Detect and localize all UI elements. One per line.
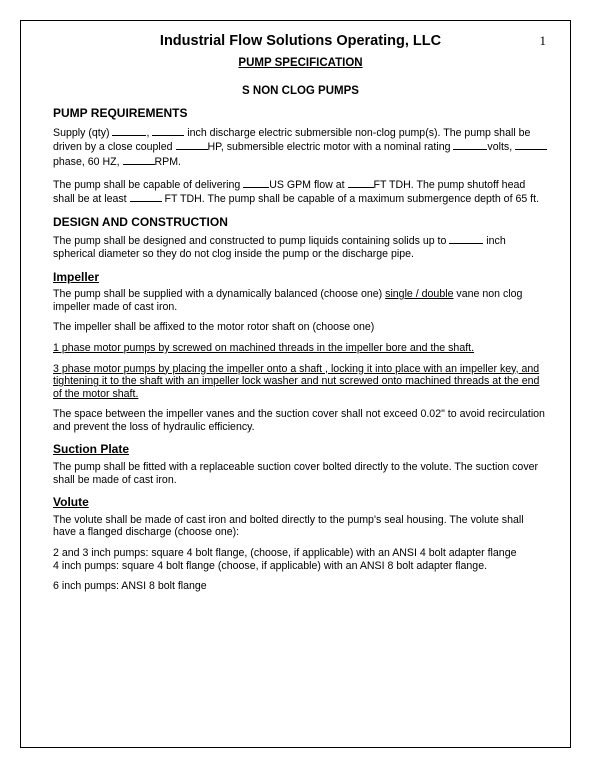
text: The pump shall be supplied with a dynamically balanced (choose one) [53, 288, 386, 301]
text: inch spherical diameter so they do not clog inside the pump or the discharge pipe. [53, 235, 506, 260]
text: volts, [487, 141, 516, 154]
text: The pump shall be capable of delivering [53, 178, 244, 191]
text: US GPM flow at [269, 178, 348, 191]
volute-paragraph-1: The volute shall be made of cast iron and bolted directly to the pump's seal housing. The volute shall have a flanged discharge (choose one): [53, 513, 524, 539]
text: phase, 60 HZ, [53, 155, 123, 168]
requirements-heading: PUMP REQUIREMENTS [53, 106, 188, 121]
document-body [53, 32, 548, 601]
volute-option-3: 6 inch pumps: ANSI 8 bolt flange [53, 580, 207, 593]
blank-rpm[interactable] [123, 154, 155, 165]
product-title: S NON CLOG PUMPS [242, 84, 359, 97]
text: inch discharge electric submersible non-clog pump(s). The pump shall be driven by a close coupled [53, 126, 531, 154]
design-heading: DESIGN AND CONSTRUCTION [53, 214, 228, 229]
suction-paragraph-1: The pump shall be fitted with a replaceable suction cover bolted directly to the volute. The suction cover shall be made of cast iron. [53, 461, 539, 486]
impeller-paragraph-2: The impeller shall be affixed to the motor rotor shaft on (choose one) [53, 321, 375, 334]
blank-shutoff[interactable] [130, 191, 162, 202]
impeller-paragraph-1 [53, 288, 548, 313]
volute-option-1: 2 and 3 inch pumps: square 4 bolt flange, (choose, if applicable) with an ANSI 4 bolt adapter flange [53, 547, 517, 560]
blank-discharge[interactable] [152, 125, 184, 136]
blank-qty[interactable] [112, 125, 146, 136]
volute-heading: Volute [53, 495, 89, 510]
text: FT TDH. The pump shutoff head shall be at least [53, 178, 526, 206]
text: , [146, 126, 153, 139]
requirements-paragraph-1 [53, 125, 548, 169]
impeller-option-1[interactable]: 1 phase motor pumps by screwed on machined threads in the impeller bore and the shaft. [53, 341, 475, 354]
text: Supply (qty) [53, 126, 113, 139]
text: The pump shall be designed and constructed to pump liquids containing solids up to [53, 235, 450, 248]
vane-choice[interactable]: single / double [385, 288, 454, 301]
impeller-option-2[interactable]: 3 phase motor pumps by placing the impeller onto a shaft , locking it into place with an impeller key, and tightening it to the shaft with an impeller lock washer and nut screwed onto machined threads at the end of the motor shaft. [53, 362, 540, 400]
blank-solids[interactable] [449, 233, 483, 244]
blank-phase[interactable] [515, 139, 547, 150]
company-title: Industrial Flow Solutions Operating, LLC [159, 33, 442, 49]
text: vane non clog impeller made of cast iron. [53, 288, 523, 313]
blank-gpm[interactable] [243, 177, 269, 188]
impeller-heading: Impeller [53, 269, 100, 284]
text: RPM. [154, 155, 181, 168]
design-paragraph-1 [53, 233, 548, 260]
blank-hp[interactable] [176, 139, 208, 150]
text: FT TDH. The pump shall be capable of a maximum submergence depth of 65 ft. [161, 193, 540, 206]
impeller-paragraph-3: The space between the impeller vanes and the suction cover shall not exceed 0.02" to avoid recirculation and prevent the loss of hydraulic efficiency. [53, 408, 545, 433]
requirements-paragraph-2 [53, 177, 548, 206]
blank-tdh[interactable] [348, 177, 374, 188]
spec-title: PUMP SPECIFICATION [238, 57, 363, 69]
suction-heading: Suction Plate [53, 442, 130, 457]
page-number: 1 [539, 33, 546, 48]
blank-volts[interactable] [453, 139, 487, 150]
volute-option-2: 4 inch pumps: square 4 bolt flange (choose, if applicable) with an ANSI 8 bolt adapter flange. [53, 559, 488, 572]
text: HP, submersible electric motor with a nominal rating [207, 141, 454, 154]
